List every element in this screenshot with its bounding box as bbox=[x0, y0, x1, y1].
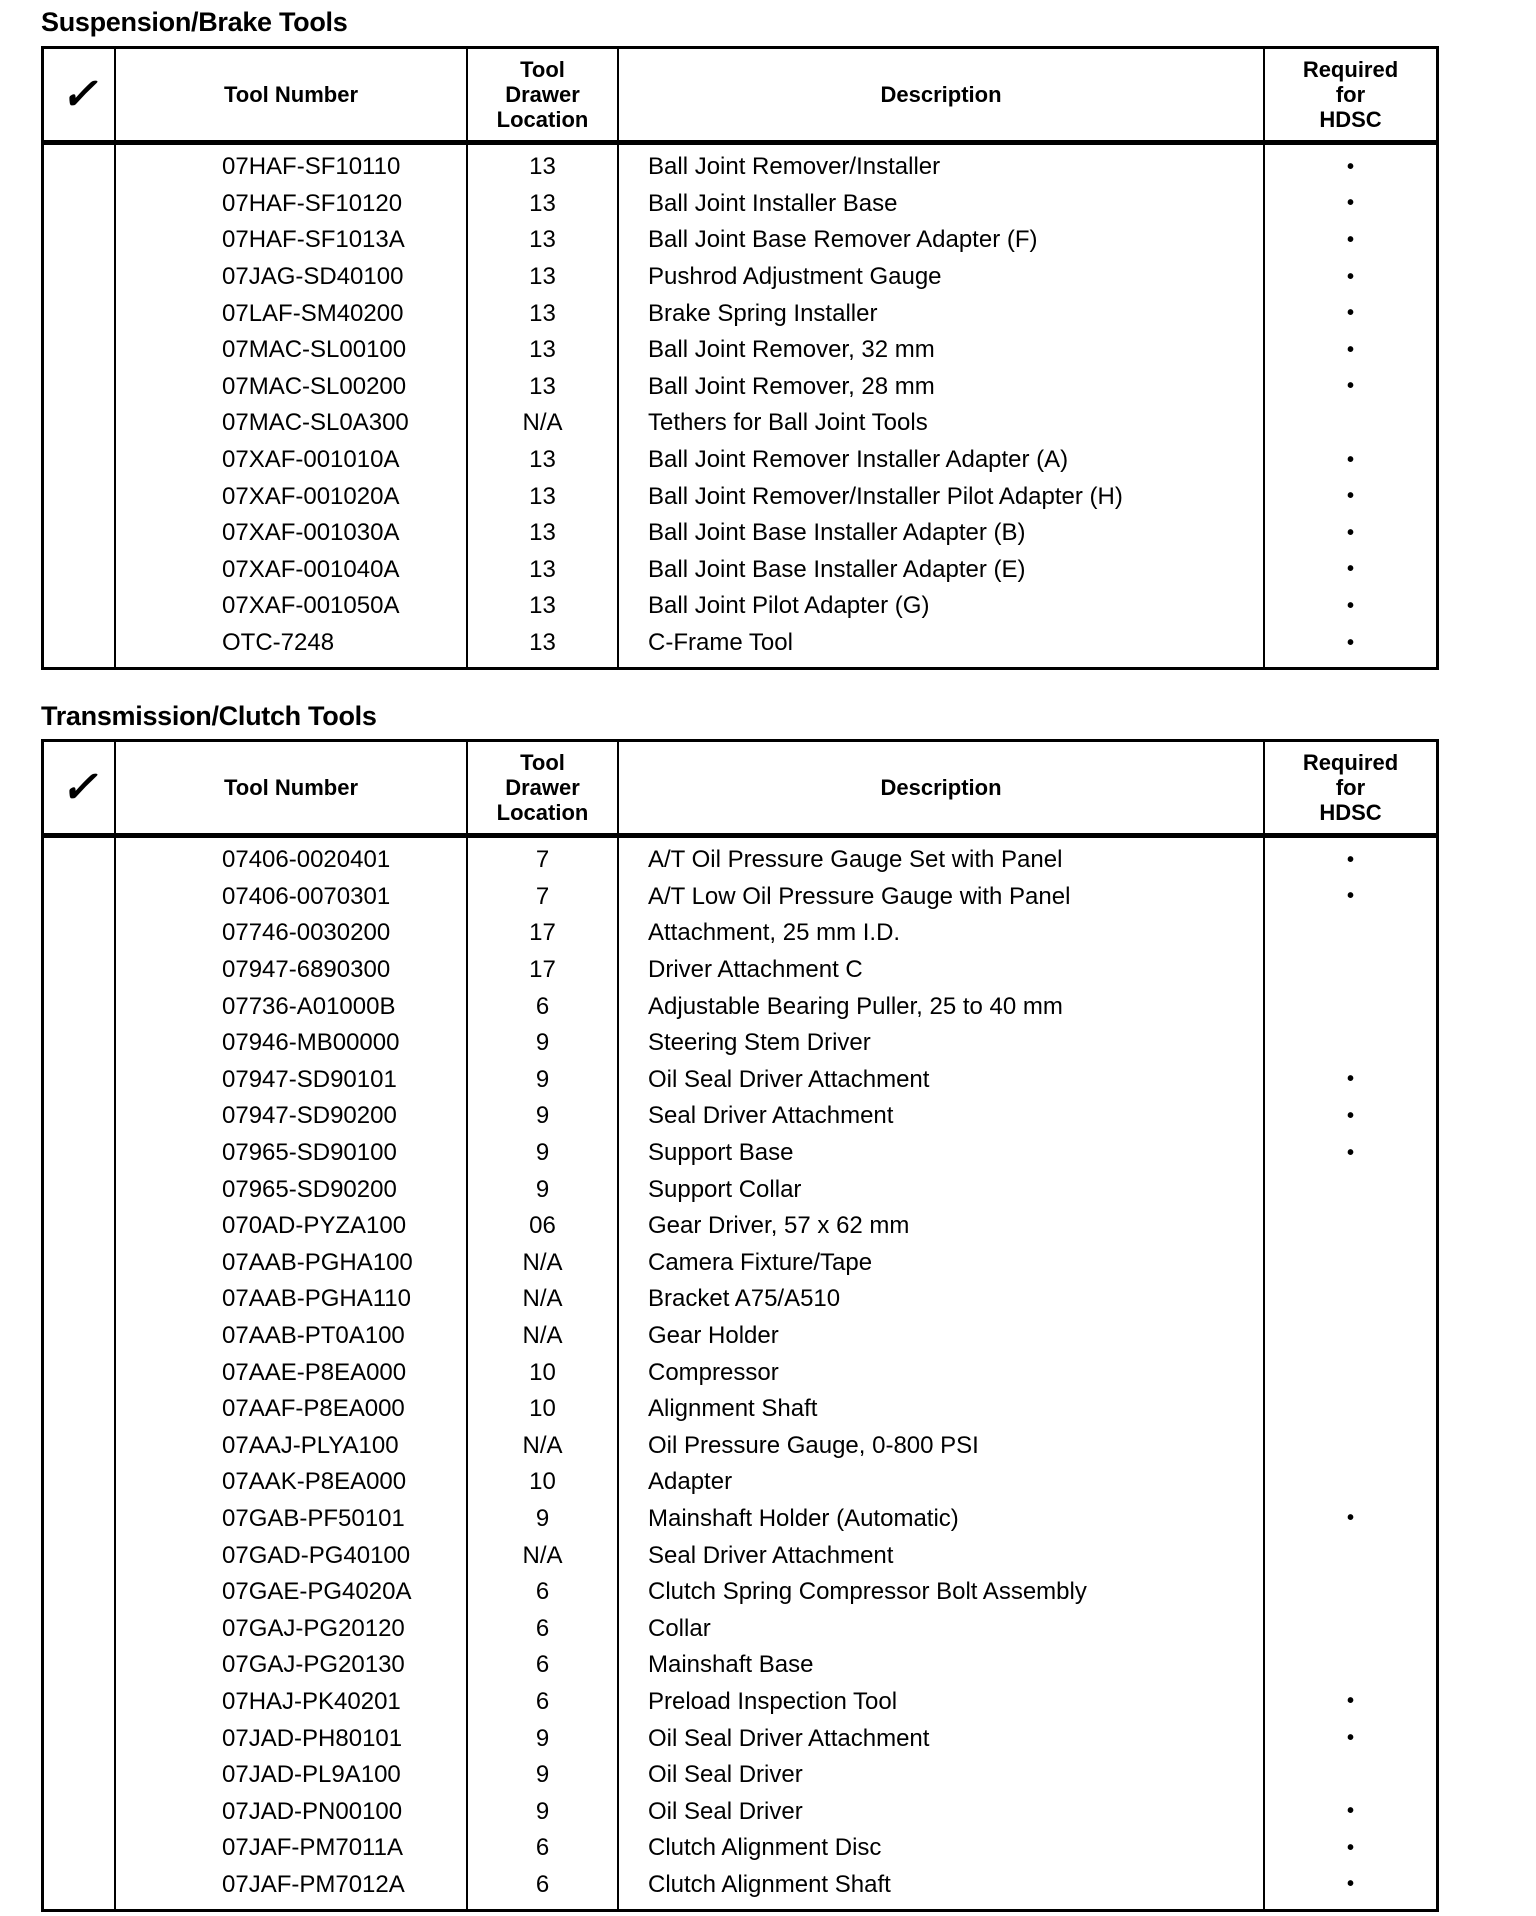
row-location: 13 bbox=[529, 519, 556, 547]
required-bullet: • bbox=[1346, 594, 1354, 617]
row-tool-number: 07XAF-001030A bbox=[222, 519, 400, 547]
required-bullet bbox=[1265, 1610, 1436, 1647]
row-tool-number: 07JAF-PM7012A bbox=[222, 1870, 405, 1898]
row-check-cell[interactable] bbox=[44, 295, 114, 332]
row-check-cell[interactable] bbox=[44, 405, 114, 442]
required-bullet: • bbox=[1346, 848, 1354, 871]
drawer-location-header: Tool Drawer Location bbox=[468, 742, 619, 833]
required-bullet bbox=[1265, 1391, 1436, 1428]
row-tool-number: 07946-MB00000 bbox=[222, 1029, 400, 1057]
row-description: Tethers for Ball Joint Tools bbox=[648, 409, 928, 437]
required-hdsc-header: Required for HDSC bbox=[1302, 750, 1399, 825]
row-check-cell[interactable] bbox=[44, 1281, 114, 1318]
row-description: Attachment, 25 mm I.D. bbox=[648, 919, 901, 947]
drawer-location-header: Tool Drawer Location bbox=[468, 49, 619, 140]
row-description: Camera Fixture/Tape bbox=[648, 1248, 873, 1276]
row-check-cell[interactable] bbox=[44, 1537, 114, 1574]
row-tool-number: 07GAJ-PG20130 bbox=[222, 1651, 405, 1679]
row-location: 6 bbox=[535, 1651, 550, 1679]
row-description: Brake Spring Installer bbox=[648, 299, 878, 327]
row-check-cell[interactable] bbox=[44, 1135, 114, 1172]
row-tool-number: 07HAF-SF1013A bbox=[222, 226, 405, 254]
row-description: Driver Attachment C bbox=[648, 956, 863, 984]
required-bullet bbox=[1265, 988, 1436, 1025]
row-check-cell[interactable] bbox=[44, 369, 114, 406]
required-bullet: • bbox=[1346, 448, 1354, 471]
row-tool-number: 07JAD-PN00100 bbox=[222, 1797, 403, 1825]
row-location: 6 bbox=[535, 1870, 550, 1898]
row-tool-number: 07XAF-001010A bbox=[222, 446, 400, 474]
row-description: Collar bbox=[648, 1614, 711, 1642]
check-column bbox=[44, 838, 116, 1909]
row-tool-number: 07HAF-SF10110 bbox=[222, 153, 401, 181]
row-description: Ball Joint Base Installer Adapter (B) bbox=[648, 519, 1026, 547]
row-location: N/A bbox=[522, 1285, 563, 1313]
row-location: 9 bbox=[535, 1139, 550, 1167]
row-check-cell[interactable] bbox=[44, 1574, 114, 1611]
row-description: Preload Inspection Tool bbox=[648, 1687, 898, 1715]
row-location: 9 bbox=[535, 1029, 550, 1057]
row-tool-number: 07AAF-P8EA000 bbox=[222, 1395, 405, 1423]
required-bullet bbox=[1265, 1025, 1436, 1062]
row-check-cell[interactable] bbox=[44, 1025, 114, 1062]
row-check-cell[interactable] bbox=[44, 1208, 114, 1245]
row-location: 9 bbox=[535, 1504, 550, 1532]
row-description: Steering Stem Driver bbox=[648, 1029, 871, 1057]
row-description: Ball Joint Installer Base bbox=[648, 189, 898, 217]
check-column-header bbox=[44, 49, 116, 140]
row-location: 13 bbox=[529, 299, 556, 327]
required-bullet: • bbox=[1346, 228, 1354, 251]
required-bullet: • bbox=[1346, 1104, 1354, 1127]
tool-number-column bbox=[116, 145, 468, 667]
row-description: Oil Seal Driver Attachment bbox=[648, 1065, 930, 1093]
row-location: 9 bbox=[535, 1724, 550, 1752]
row-tool-number: 07MAC-SL00200 bbox=[222, 372, 407, 400]
row-check-cell[interactable] bbox=[44, 1720, 114, 1757]
row-tool-number: 07JAF-PM7011A bbox=[222, 1834, 403, 1862]
row-tool-number: 07HAJ-PK40201 bbox=[222, 1687, 401, 1715]
required-bullet: • bbox=[1346, 1141, 1354, 1164]
row-tool-number: 07947-SD90200 bbox=[222, 1102, 397, 1130]
row-check-cell[interactable] bbox=[44, 1171, 114, 1208]
row-check-cell[interactable] bbox=[44, 1245, 114, 1282]
description-column bbox=[619, 145, 1265, 667]
row-tool-number: 07AAB-PGHA100 bbox=[222, 1248, 413, 1276]
row-location: 13 bbox=[529, 482, 556, 510]
row-tool-number: 07AAJ-PLYA100 bbox=[222, 1431, 399, 1459]
row-location: 6 bbox=[535, 992, 550, 1020]
row-location: 06 bbox=[529, 1212, 556, 1240]
row-description: Ball Joint Remover Installer Adapter (A) bbox=[648, 446, 1069, 474]
row-location: 13 bbox=[529, 555, 556, 583]
row-description: Ball Joint Pilot Adapter (G) bbox=[648, 592, 930, 620]
row-location: N/A bbox=[522, 1322, 563, 1350]
row-description: Oil Seal Driver Attachment bbox=[648, 1724, 930, 1752]
row-check-cell[interactable] bbox=[44, 988, 114, 1025]
required-bullet bbox=[1265, 1318, 1436, 1355]
row-tool-number: 07XAF-001050A bbox=[222, 592, 400, 620]
row-tool-number: 07JAD-PL9A100 bbox=[222, 1761, 401, 1789]
row-description: Oil Seal Driver bbox=[648, 1797, 803, 1825]
row-check-cell[interactable] bbox=[44, 1867, 114, 1904]
row-description: Compressor bbox=[648, 1358, 779, 1386]
transmission-clutch-tools-table bbox=[41, 739, 1439, 1912]
checkmark-icon: ✓ bbox=[60, 69, 98, 119]
row-description: Adapter bbox=[648, 1468, 733, 1496]
row-description: Pushrod Adjustment Gauge bbox=[648, 263, 942, 291]
required-bullet bbox=[1265, 1537, 1436, 1574]
row-description: Mainshaft Base bbox=[648, 1651, 814, 1679]
row-check-cell[interactable] bbox=[44, 1354, 114, 1391]
row-location: 9 bbox=[535, 1797, 550, 1825]
required-bullet: • bbox=[1346, 631, 1354, 654]
tool-number-header: Tool Number bbox=[116, 742, 468, 833]
row-tool-number: 07947-SD90101 bbox=[222, 1065, 397, 1093]
tool-number-header: Tool Number bbox=[116, 49, 468, 140]
row-tool-number: 07XAF-001020A bbox=[222, 482, 400, 510]
row-location: 10 bbox=[529, 1468, 556, 1496]
row-description: Ball Joint Remover/Installer bbox=[648, 153, 941, 181]
row-tool-number: 07GAB-PF50101 bbox=[222, 1504, 405, 1532]
row-tool-number: 07736-A01000B bbox=[222, 992, 396, 1020]
required-bullet bbox=[1265, 1171, 1436, 1208]
row-description: Gear Holder bbox=[648, 1322, 779, 1350]
row-location: 17 bbox=[529, 956, 556, 984]
row-tool-number: 07AAK-P8EA000 bbox=[222, 1468, 407, 1496]
row-description: Clutch Spring Compressor Bolt Assembly bbox=[648, 1578, 1087, 1606]
row-check-cell[interactable] bbox=[44, 952, 114, 989]
row-location: N/A bbox=[522, 1431, 563, 1459]
row-tool-number: 07947-6890300 bbox=[222, 956, 391, 984]
row-description: Support Collar bbox=[648, 1175, 802, 1203]
row-location: N/A bbox=[522, 409, 563, 437]
row-location: 13 bbox=[529, 372, 556, 400]
required-bullet bbox=[1265, 1647, 1436, 1684]
check-column bbox=[44, 145, 116, 667]
required-bullet: • bbox=[1346, 375, 1354, 398]
required-bullet: • bbox=[1346, 192, 1354, 215]
row-location: 13 bbox=[529, 226, 556, 254]
row-tool-number: 07LAF-SM40200 bbox=[222, 299, 404, 327]
row-description: Ball Joint Remover/Installer Pilot Adapter (H) bbox=[648, 482, 1123, 510]
row-tool-number: 07JAD-PH80101 bbox=[222, 1724, 403, 1752]
row-check-cell[interactable] bbox=[44, 588, 114, 625]
row-tool-number: 07965-SD90100 bbox=[222, 1139, 397, 1167]
required-bullet: • bbox=[1346, 1800, 1354, 1823]
row-check-cell[interactable] bbox=[44, 149, 114, 186]
row-check-cell[interactable] bbox=[44, 1391, 114, 1428]
row-location: 10 bbox=[529, 1395, 556, 1423]
suspension-brake-tools-table bbox=[41, 46, 1439, 670]
row-description: Adjustable Bearing Puller, 25 to 40 mm bbox=[648, 992, 1063, 1020]
description-header: Description bbox=[619, 742, 1265, 833]
row-check-cell[interactable] bbox=[44, 552, 114, 589]
row-location: N/A bbox=[522, 1541, 563, 1569]
row-location: 9 bbox=[535, 1175, 550, 1203]
row-check-cell[interactable] bbox=[44, 478, 114, 515]
required-bullet: • bbox=[1346, 1507, 1354, 1530]
row-description: C-Frame Tool bbox=[648, 629, 793, 657]
required-bullet: • bbox=[1346, 885, 1354, 908]
row-tool-number: 07746-0030200 bbox=[222, 919, 391, 947]
row-description: Ball Joint Base Installer Adapter (E) bbox=[648, 555, 1026, 583]
row-location: 9 bbox=[535, 1761, 550, 1789]
row-location: 9 bbox=[535, 1065, 550, 1093]
row-location: 13 bbox=[529, 629, 556, 657]
row-check-cell[interactable] bbox=[44, 1830, 114, 1867]
row-location: 7 bbox=[535, 882, 550, 910]
row-check-cell[interactable] bbox=[44, 442, 114, 479]
row-location: 6 bbox=[535, 1578, 550, 1606]
row-check-cell[interactable] bbox=[44, 1610, 114, 1647]
required-hdsc-header: Required for HDSC bbox=[1302, 57, 1399, 132]
row-check-cell[interactable] bbox=[44, 1464, 114, 1501]
row-check-cell[interactable] bbox=[44, 222, 114, 259]
row-location: N/A bbox=[522, 1248, 563, 1276]
table-header bbox=[44, 742, 1436, 836]
required-bullet bbox=[1265, 1757, 1436, 1794]
row-description: Mainshaft Holder (Automatic) bbox=[648, 1504, 959, 1532]
row-check-cell[interactable] bbox=[44, 625, 114, 662]
check-column-header bbox=[44, 742, 116, 833]
drawer-location-column bbox=[468, 838, 619, 1909]
tool-number-column bbox=[116, 838, 468, 1909]
row-description: Oil Seal Driver bbox=[648, 1761, 803, 1789]
row-description: Ball Joint Base Remover Adapter (F) bbox=[648, 226, 1038, 254]
row-tool-number: 07AAB-PGHA110 bbox=[222, 1285, 411, 1313]
required-hdsc-column bbox=[1265, 838, 1436, 1909]
required-bullet bbox=[1265, 952, 1436, 989]
row-description: Oil Pressure Gauge, 0-800 PSI bbox=[648, 1431, 979, 1459]
row-check-cell[interactable] bbox=[44, 1684, 114, 1721]
row-location: 13 bbox=[529, 153, 556, 181]
row-tool-number: 07406-0020401 bbox=[222, 846, 391, 874]
row-tool-number: 070AD-PYZA100 bbox=[222, 1212, 407, 1240]
required-bullet bbox=[1265, 405, 1436, 442]
required-bullet: • bbox=[1346, 485, 1354, 508]
required-bullet: • bbox=[1346, 1873, 1354, 1896]
row-description: Gear Driver, 57 x 62 mm bbox=[648, 1212, 910, 1240]
row-location: 13 bbox=[529, 263, 556, 291]
required-bullet: • bbox=[1346, 265, 1354, 288]
required-bullet: • bbox=[1346, 521, 1354, 544]
row-location: 13 bbox=[529, 446, 556, 474]
row-check-cell[interactable] bbox=[44, 186, 114, 223]
row-tool-number: 07AAE-P8EA000 bbox=[222, 1358, 407, 1386]
required-bullet: • bbox=[1346, 1727, 1354, 1750]
section-title-suspension-brake: Suspension/Brake Tools bbox=[41, 7, 348, 37]
row-description: Bracket A75/A510 bbox=[648, 1285, 841, 1313]
required-bullet: • bbox=[1346, 338, 1354, 361]
row-check-cell[interactable] bbox=[44, 1062, 114, 1099]
checkmark-icon: ✓ bbox=[60, 762, 98, 812]
row-location: 6 bbox=[535, 1834, 550, 1862]
required-bullet bbox=[1265, 1245, 1436, 1282]
row-tool-number: 07MAC-SL00100 bbox=[222, 336, 407, 364]
row-check-cell[interactable] bbox=[44, 842, 114, 879]
row-location: 13 bbox=[529, 336, 556, 364]
row-description: Alignment Shaft bbox=[648, 1395, 818, 1423]
row-description: Ball Joint Remover, 32 mm bbox=[648, 336, 935, 364]
required-bullet: • bbox=[1346, 302, 1354, 325]
row-location: 9 bbox=[535, 1102, 550, 1130]
row-tool-number: 07406-0070301 bbox=[222, 882, 391, 910]
row-check-cell[interactable] bbox=[44, 259, 114, 296]
required-bullet bbox=[1265, 1354, 1436, 1391]
row-description: Clutch Alignment Disc bbox=[648, 1834, 882, 1862]
row-check-cell[interactable] bbox=[44, 1428, 114, 1465]
required-hdsc-column bbox=[1265, 145, 1436, 667]
row-tool-number: OTC-7248 bbox=[222, 629, 335, 657]
description-column bbox=[619, 838, 1265, 1909]
row-location: 13 bbox=[529, 592, 556, 620]
row-description: Ball Joint Remover, 28 mm bbox=[648, 372, 935, 400]
required-bullet bbox=[1265, 1428, 1436, 1465]
row-description: Seal Driver Attachment bbox=[648, 1102, 894, 1130]
row-check-cell[interactable] bbox=[44, 1793, 114, 1830]
row-location: 6 bbox=[535, 1687, 550, 1715]
row-location: 10 bbox=[529, 1358, 556, 1386]
row-location: 17 bbox=[529, 919, 556, 947]
row-tool-number: 07GAJ-PG20120 bbox=[222, 1614, 405, 1642]
required-bullet: • bbox=[1346, 1836, 1354, 1859]
row-location: 6 bbox=[535, 1614, 550, 1642]
row-check-cell[interactable] bbox=[44, 1098, 114, 1135]
row-description: A/T Oil Pressure Gauge Set with Panel bbox=[648, 846, 1063, 874]
description-header: Description bbox=[619, 49, 1265, 140]
row-tool-number: 07GAE-PG4020A bbox=[222, 1578, 412, 1606]
required-bullet: • bbox=[1346, 1690, 1354, 1713]
drawer-location-column bbox=[468, 145, 619, 667]
required-bullet bbox=[1265, 1574, 1436, 1611]
row-check-cell[interactable] bbox=[44, 1757, 114, 1794]
row-description: Clutch Alignment Shaft bbox=[648, 1870, 891, 1898]
row-tool-number: 07GAD-PG40100 bbox=[222, 1541, 411, 1569]
required-bullet bbox=[1265, 1208, 1436, 1245]
section-title-transmission-clutch: Transmission/Clutch Tools bbox=[41, 701, 377, 731]
row-check-cell[interactable] bbox=[44, 1647, 114, 1684]
required-bullet: • bbox=[1346, 558, 1354, 581]
row-check-cell[interactable] bbox=[44, 1501, 114, 1538]
row-tool-number: 07HAF-SF10120 bbox=[222, 189, 403, 217]
row-tool-number: 07MAC-SL0A300 bbox=[222, 409, 409, 437]
row-tool-number: 07XAF-001040A bbox=[222, 555, 400, 583]
row-description: Support Base bbox=[648, 1139, 794, 1167]
required-bullet: • bbox=[1346, 155, 1354, 178]
row-check-cell[interactable] bbox=[44, 915, 114, 952]
row-tool-number: 07AAB-PT0A100 bbox=[222, 1322, 405, 1350]
row-description: A/T Low Oil Pressure Gauge with Panel bbox=[648, 882, 1071, 910]
required-bullet bbox=[1265, 1281, 1436, 1318]
row-location: 7 bbox=[535, 846, 550, 874]
required-bullet: • bbox=[1346, 1068, 1354, 1091]
required-bullet bbox=[1265, 1464, 1436, 1501]
row-tool-number: 07JAG-SD40100 bbox=[222, 263, 404, 291]
row-tool-number: 07965-SD90200 bbox=[222, 1175, 397, 1203]
row-check-cell[interactable] bbox=[44, 879, 114, 916]
row-location: 13 bbox=[529, 189, 556, 217]
row-check-cell[interactable] bbox=[44, 515, 114, 552]
required-bullet bbox=[1265, 915, 1436, 952]
table-body bbox=[44, 145, 1436, 667]
table-body bbox=[44, 838, 1436, 1909]
row-description: Seal Driver Attachment bbox=[648, 1541, 894, 1569]
row-check-cell[interactable] bbox=[44, 1318, 114, 1355]
row-check-cell[interactable] bbox=[44, 332, 114, 369]
table-header bbox=[44, 49, 1436, 143]
